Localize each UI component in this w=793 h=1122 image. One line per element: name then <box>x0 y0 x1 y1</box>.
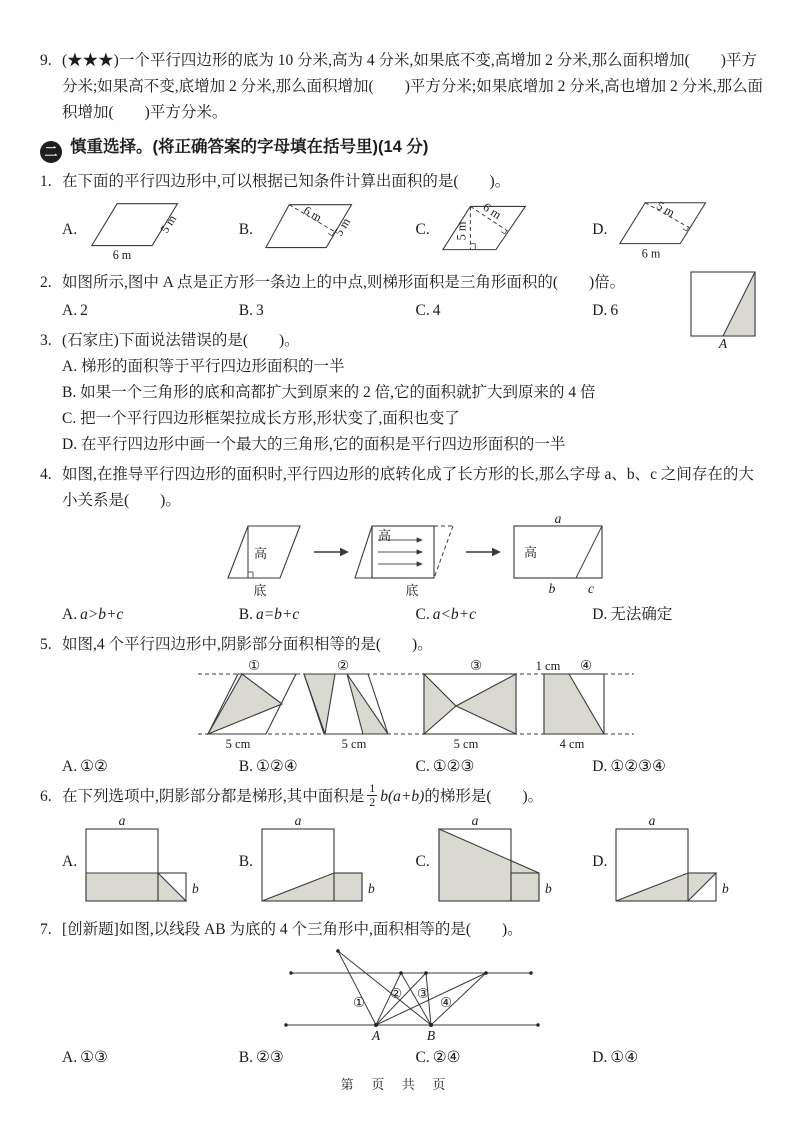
circled-3: ③ <box>469 660 482 673</box>
q5-option-d-value: ①②③④ <box>610 758 666 775</box>
circled-1: ① <box>352 994 365 1010</box>
height-label: 高 <box>254 546 268 561</box>
question-1-number: 1. <box>40 173 52 190</box>
q4-option-b-value: a=b+c <box>255 606 300 623</box>
base-label: 底 <box>253 583 267 598</box>
section-2-title: 慎重选择。(将正确答案的字母填在括号里)(14 分) <box>70 138 429 156</box>
section-2-badge-icon: 二 <box>40 141 62 163</box>
q7-option-a-label: A. <box>62 1048 78 1066</box>
b-label: b <box>722 880 730 896</box>
q2-option-b-value: 3 <box>255 302 264 319</box>
question-6-figures <box>62 815 769 909</box>
q1d-diag-label: 5 m <box>654 198 678 220</box>
circled-4: ④ <box>579 660 592 673</box>
circled-2: ② <box>336 660 349 673</box>
q4-option-a <box>62 602 239 628</box>
dim-4cm: 4 cm <box>559 737 584 751</box>
q7-option-c-label: C. <box>415 1048 430 1066</box>
q5-parallelograms-figure <box>196 660 636 752</box>
question-5 <box>40 632 769 780</box>
q1a-side-label: 5 m <box>157 212 180 236</box>
q7-figure <box>62 945 769 1043</box>
q1-figure-d <box>614 198 726 262</box>
q1-option-b-label: B. <box>238 221 253 238</box>
question-9-text: (★★★)一个平行四边形的底为 10 分米,高为 4 分米,如果底不变,高增加 2 分米,那么面积增加( )平方分米;如果高不变,底增加 2 分米,那么面积增加( )平方分米;如果底增加 2 分米,高也增加 2 分米,那么面积增加( )平方分米。 <box>62 52 763 121</box>
q6-option-b-label: B. <box>238 852 253 870</box>
q1-option-a <box>62 198 239 262</box>
q4-option-d <box>592 602 769 628</box>
question-2-number: 2. <box>40 274 52 291</box>
question-9-number: 9. <box>40 52 52 69</box>
b-label: b <box>192 880 199 896</box>
q7-option-b <box>239 1045 416 1071</box>
point-b-label: B <box>426 1027 435 1043</box>
q1c-diag-label: 6 m <box>480 199 504 222</box>
question-1-text: 在下面的平行四边形中,可以根据已知条件计算出面积的是( )。 <box>62 173 511 190</box>
point-a-label: A <box>718 336 728 350</box>
q3-statement-c <box>62 406 769 432</box>
q1-figure-c <box>437 198 545 262</box>
q5-option-a-label: A. <box>62 758 78 775</box>
b-label: b <box>367 880 375 896</box>
arrow-head <box>492 548 501 556</box>
q2-figure <box>687 270 765 350</box>
a-label: a <box>294 814 302 828</box>
q7-triangles-figure <box>276 945 556 1043</box>
question-4-text: 如图,在推导平行四边形的面积时,平行四边形的底转化成了长方形的长,那么字母 a、b、c 之间存在的大小关系是( )。 <box>62 466 754 509</box>
q2-option-c-value: 4 <box>432 302 441 319</box>
q6-option-d-label: D. <box>592 852 608 870</box>
question-3-source-tag: (石家庄) <box>62 332 119 349</box>
question-7-tag: [创新题] <box>62 920 119 938</box>
question-6-number: 6. <box>40 788 52 805</box>
q5-option-d-label: D. <box>592 758 608 775</box>
q6-option-a-label: A. <box>62 852 78 870</box>
q1-option-d-label: D. <box>592 221 608 238</box>
q1a-base-label: 6 m <box>112 248 132 262</box>
question-4-number: 4. <box>40 466 52 483</box>
q5-option-a-value: ①② <box>80 758 108 775</box>
shaded-trapezoid <box>262 873 362 901</box>
q2-option-a <box>62 298 239 324</box>
q7-option-a <box>62 1045 239 1071</box>
q4-option-a-value: a>b+c <box>80 606 124 623</box>
q5-option-d <box>592 754 769 780</box>
q3-statement-a-label: A. <box>62 358 78 375</box>
shaded-triangle-3b <box>456 674 516 734</box>
q6-figure-b <box>260 815 378 909</box>
q7-option-d <box>592 1045 769 1071</box>
a-label: a <box>554 516 562 526</box>
height-label: 高 <box>378 528 392 543</box>
q7-option-d-value: ①④ <box>610 1048 639 1066</box>
q2-square-figure <box>687 270 765 350</box>
question-5-text: 如图,4 个平行四边形中,阴影部分面积相等的是( )。 <box>62 636 433 653</box>
q1b-diag-label: 6 m <box>301 203 325 225</box>
shaded-trapezoid <box>86 873 186 901</box>
question-9 <box>40 48 769 126</box>
point-a-label: A <box>371 1027 380 1043</box>
right-angle-mark <box>501 230 507 234</box>
q3-statement-d-label: D. <box>62 436 78 453</box>
q4-option-b <box>239 602 416 628</box>
question-2-options <box>62 298 769 324</box>
question-7 <box>40 917 769 1071</box>
shaded-triangle-3a <box>424 674 456 734</box>
q7-option-a-value: ①③ <box>80 1048 108 1066</box>
c-label: c <box>588 581 594 596</box>
question-2-text: 如图所示,图中 A 点是正方形一条边上的中点,则梯形面积是三角形面积的( )倍。 <box>62 274 626 291</box>
question-3-number: 3. <box>40 332 52 349</box>
q5-option-c-label: C. <box>415 758 430 775</box>
q3-statement-d-text: 在平行四边形中画一个最大的三角形,它的面积是平行四边形面积的一半 <box>80 436 566 453</box>
q2-option-c-label: C. <box>415 302 430 319</box>
q2-option-b <box>239 298 416 324</box>
height-label: 高 <box>524 545 538 560</box>
shaded-trapezoid-4 <box>544 674 604 734</box>
question-4-options <box>62 602 769 628</box>
q3-statement-a-text: 梯形的面积等于平行四边形面积的一半 <box>80 358 345 375</box>
question-5-options <box>62 754 769 780</box>
question-3-stem: 下面说法错误的是( )。 <box>118 332 300 349</box>
q7-option-d-label: D. <box>592 1048 608 1066</box>
q1-option-c <box>416 198 593 262</box>
q3-statement-b-text: 如果一个三角形的底和高都扩大到原来的 2 倍,它的面积就扩大到原来的 4 倍 <box>80 384 596 401</box>
q4-figure <box>62 516 769 600</box>
base-label: 底 <box>405 583 419 598</box>
q2-option-c <box>416 298 593 324</box>
q2-option-d-value: 6 <box>610 302 619 319</box>
q1-figure-a <box>84 198 196 262</box>
q6-figure-d <box>614 815 732 909</box>
q1-figure-b <box>260 198 372 262</box>
q1-option-c-label: C. <box>415 221 430 238</box>
section-2-header <box>40 134 769 163</box>
q5-option-a <box>62 754 239 780</box>
shaded-trapezoid <box>439 829 539 901</box>
q4-option-c-label: C. <box>415 606 430 623</box>
question-7-text <box>62 917 769 943</box>
q3-statement-d <box>62 432 769 458</box>
q6-option-c-label: C. <box>415 852 430 870</box>
fraction-numerator: 1 <box>369 781 376 796</box>
shaded-triangle-2b <box>347 674 388 734</box>
q1b-side-label: 5 m <box>331 215 354 239</box>
q6-text-after: 的梯形是( )。 <box>424 788 544 805</box>
slant-line <box>576 526 602 578</box>
page-footer: 第 页 共 页 <box>340 1077 453 1092</box>
q1-option-a-label: A. <box>62 221 78 238</box>
q5-option-c <box>416 754 593 780</box>
q1c-height-label: 5 m <box>454 221 469 241</box>
q2-option-b-label: B. <box>238 302 253 319</box>
b-label: b <box>548 581 556 596</box>
question-6 <box>40 781 769 913</box>
a-label: a <box>648 814 656 828</box>
question-4 <box>40 462 769 628</box>
right-angle-mark <box>470 244 475 250</box>
q5-option-b-label: B. <box>238 758 253 775</box>
q6-option-a <box>62 815 239 909</box>
question-7-number: 7. <box>40 920 52 938</box>
q5-option-b-value: ①②④ <box>255 758 298 775</box>
cut-triangle <box>355 526 372 578</box>
q4-option-b-label: B. <box>238 606 253 623</box>
question-5-number: 5. <box>40 636 52 653</box>
q6-expression: b(a+b) <box>380 788 425 805</box>
q7-option-c <box>416 1045 593 1071</box>
a-label: a <box>118 814 126 828</box>
question-6-text <box>62 781 769 811</box>
q6-option-c <box>416 815 593 909</box>
question-3 <box>40 328 769 458</box>
q3-statement-c-label: C. <box>62 410 77 427</box>
q2-option-a-label: A. <box>62 302 78 319</box>
q1-option-b <box>239 198 416 262</box>
q2-option-a-value: 2 <box>80 302 88 319</box>
q7-option-c-value: ②④ <box>432 1048 461 1066</box>
q1d-base-label: 6 m <box>642 246 661 261</box>
dim-1cm: 1 cm <box>535 660 560 673</box>
question-3-text <box>62 328 769 354</box>
question-1 <box>40 169 769 266</box>
dashed-remnant <box>434 526 453 578</box>
q7-option-b-label: B. <box>238 1048 253 1066</box>
q4-option-c <box>416 602 593 628</box>
shaded-triangle <box>723 272 755 336</box>
dim-5cm-1: 5 cm <box>225 737 250 751</box>
fraction-one-half <box>367 782 377 808</box>
q5-option-b <box>239 754 416 780</box>
q3-statement-b-label: B. <box>62 384 77 401</box>
b-label: b <box>544 880 552 896</box>
q6-figure-c <box>437 815 555 909</box>
circled-1: ① <box>247 660 260 673</box>
question-7-stem: 如图,以线段 AB 为底的 4 个三角形中,面积相等的是( )。 <box>118 920 523 938</box>
circled-2: ② <box>389 985 402 1001</box>
q5-option-c-value: ①②③ <box>432 758 475 775</box>
fraction-denominator: 2 <box>369 794 376 809</box>
question-7-options <box>62 1045 769 1071</box>
a-label: a <box>471 814 479 828</box>
triangle-sides <box>338 951 486 1025</box>
q4-option-d-label: D. <box>592 606 608 623</box>
dim-5cm-2: 5 cm <box>341 737 366 751</box>
q6-text-before: 在下列选项中,阴影部分都是梯形,其中面积是 <box>62 788 365 805</box>
shaded-trapezoid <box>616 873 716 901</box>
q2-option-d-label: D. <box>592 302 608 319</box>
q6-figure-a <box>84 815 202 909</box>
q3-statement-b <box>62 380 769 406</box>
q1-option-d <box>592 198 769 262</box>
arrow-head <box>340 548 349 556</box>
q6-option-b <box>239 815 416 909</box>
right-angle-mark <box>248 572 253 578</box>
shaded-triangle-2a <box>304 674 335 734</box>
question-1-figures <box>62 198 769 262</box>
q4-option-a-label: A. <box>62 606 78 623</box>
circled-4: ④ <box>439 994 452 1010</box>
circled-3: ③ <box>416 985 429 1001</box>
dim-5cm-3: 5 cm <box>453 737 478 751</box>
q3-statement-c-text: 把一个平行四边形框架拉成长方形,形状变了,面积也变了 <box>80 410 460 427</box>
q7-option-b-value: ②③ <box>255 1048 284 1066</box>
q4-derivation-figure <box>218 516 613 600</box>
q6-option-d <box>592 815 769 909</box>
q4-option-c-value: a<b+c <box>432 606 477 623</box>
q3-statement-a <box>62 354 769 380</box>
q5-figure <box>62 660 769 752</box>
q4-option-d-value: 无法确定 <box>610 606 673 623</box>
